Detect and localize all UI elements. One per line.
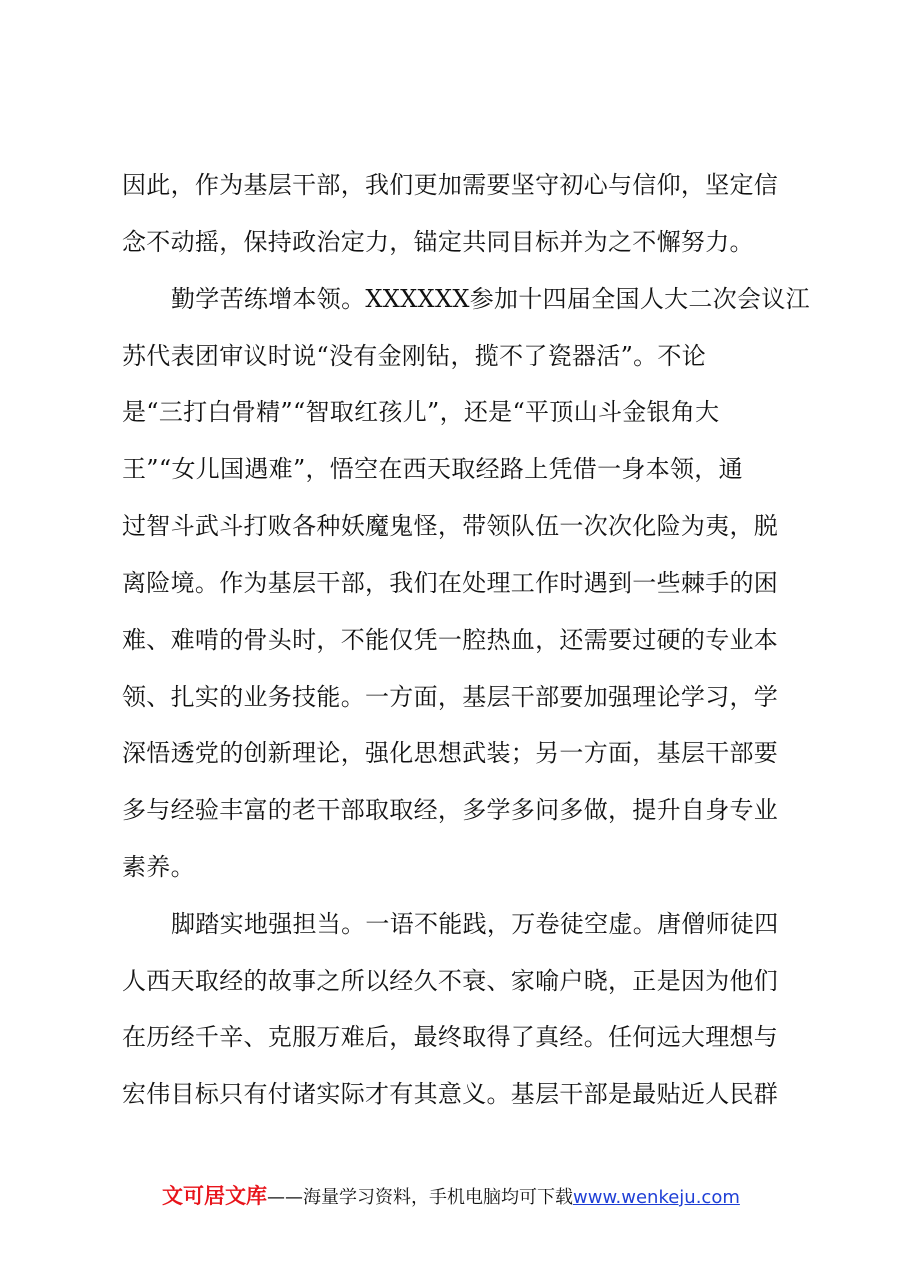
text-line-2: 念不动摇，保持政治定力，锚定共同目标并为之不懈努力。 xyxy=(122,228,754,256)
text-line-6: 王”“女儿国遇难”，悟空在西天取经路上凭借一身本领，通 xyxy=(122,455,743,483)
text-line-7: 过智斗武斗打败各种妖魔鬼怪，带领队伍一次次化险为夷，脱 xyxy=(122,512,779,540)
text-line-17: 宏伟目标只有付诸实际才有其意义。基层干部是最贴近人民群 xyxy=(122,1080,779,1108)
text-line-15: 人西天取经的故事之所以经久不衰、家喻户晓，正是因为他们 xyxy=(122,967,779,995)
text-line-8: 离险境。作为基层干部，我们在处理工作时遇到一些棘手的困 xyxy=(122,569,779,597)
footer-banner xyxy=(162,1183,740,1211)
text-line-11: 深悟透党的创新理论，强化思想武装；另一方面，基层干部要 xyxy=(122,739,779,767)
footer-description: ——海量学习资料，手机电脑均可下载 xyxy=(267,1187,573,1208)
text-line-13: 素养。 xyxy=(122,853,195,881)
text-line-3: 勤学苦练增本领。XXXXXX参加十四届全国人大二次会议江 xyxy=(171,285,810,313)
text-line-1: 因此，作为基层干部，我们更加需要坚守初心与信仰，坚定信 xyxy=(122,171,779,199)
text-line-4: 苏代表团审议时说“没有金刚钻，揽不了瓷器活”。不论 xyxy=(122,342,707,370)
text-line-9: 难、难啃的骨头时，不能仅凭一腔热血，还需要过硬的专业本 xyxy=(122,626,779,654)
text-line-16: 在历经千辛、克服万难后，最终取得了真经。任何远大理想与 xyxy=(122,1023,779,1051)
footer-brand: 文可居文库 xyxy=(162,1184,267,1208)
text-line-5: 是“三打白骨精”“智取红孩儿”，还是“平顶山斗金银角大 xyxy=(122,398,720,426)
text-line-12: 多与经验丰富的老干部取取经，多学多问多做，提升自身专业 xyxy=(122,796,779,824)
text-line-10: 领、扎实的业务技能。一方面，基层干部要加强理论学习，学 xyxy=(122,683,779,711)
text-line-14: 脚踏实地强担当。一语不能践，万卷徒空虚。唐僧师徒四 xyxy=(171,910,779,938)
footer-url-link[interactable]: www.wenkeju.com xyxy=(573,1187,740,1208)
